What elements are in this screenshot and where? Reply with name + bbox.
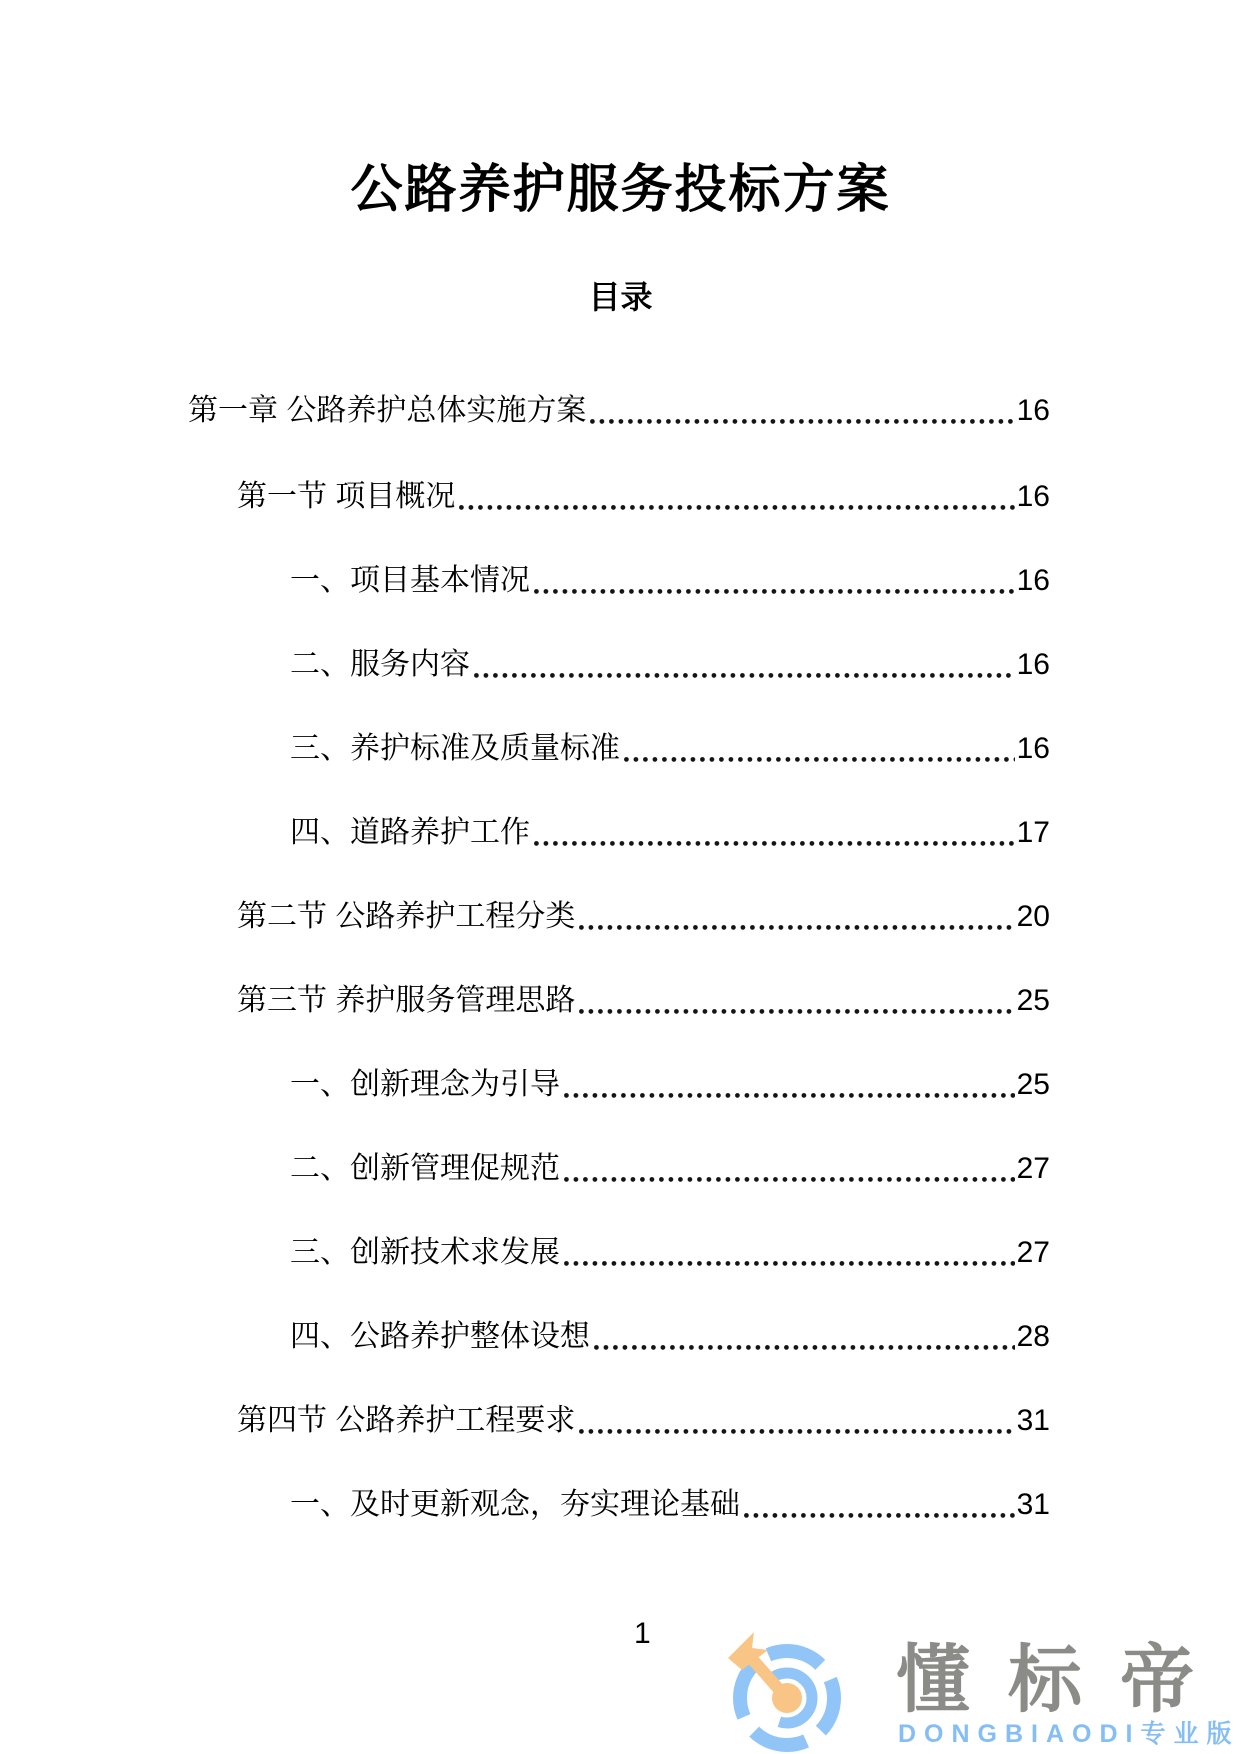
dot-leader xyxy=(564,1093,1015,1098)
toc-entry[interactable] xyxy=(188,392,1050,430)
toc-entry-label: 一、及时更新观念，夯实理论基础 xyxy=(290,1488,740,1521)
toc-entry[interactable] xyxy=(290,814,1050,852)
toc-entry[interactable] xyxy=(290,1066,1050,1104)
dot-leader xyxy=(459,505,1014,510)
toc-entry-label: 四、道路养护工作 xyxy=(290,816,530,849)
toc-entry-label: 一、创新理念为引导 xyxy=(290,1068,560,1101)
toc-entry[interactable] xyxy=(290,1486,1050,1524)
toc-entry-label: 二、服务内容 xyxy=(290,648,470,681)
page-title: 公路养护服务投标方案 xyxy=(350,161,891,219)
dot-leader xyxy=(744,1513,1015,1518)
toc-entry-page: 16 xyxy=(1016,648,1050,681)
dot-leader xyxy=(579,925,1014,930)
toc-entry-label: 三、创新技术求发展 xyxy=(290,1236,560,1269)
toc-entry-page: 31 xyxy=(1016,1404,1050,1437)
toc-entry-page: 27 xyxy=(1016,1152,1050,1185)
toc-entry-page: 27 xyxy=(1016,1236,1050,1269)
dot-leader xyxy=(624,757,1015,762)
toc-entry-page: 31 xyxy=(1016,1488,1050,1521)
toc-entry-page: 16 xyxy=(1016,394,1050,427)
toc-entry-label: 一、项目基本情况 xyxy=(290,564,530,597)
toc-entry-label: 第三节 养护服务管理思路 xyxy=(237,984,576,1017)
dot-leader xyxy=(594,1345,1015,1350)
toc-entry[interactable] xyxy=(290,1150,1050,1188)
dot-leader xyxy=(474,673,1015,678)
toc-entry-label: 四、公路养护整体设想 xyxy=(290,1320,590,1353)
toc-entry-page: 25 xyxy=(1016,984,1050,1017)
watermark-subtitle-text: DONGBIAODI专业版 xyxy=(898,1720,1240,1748)
toc-entry[interactable] xyxy=(290,562,1050,600)
dot-leader xyxy=(534,589,1015,594)
toc-entry-label: 二、创新管理促规范 xyxy=(290,1152,560,1185)
toc-entry-page: 16 xyxy=(1016,732,1050,765)
dot-leader xyxy=(590,419,1014,424)
toc-entry[interactable] xyxy=(237,478,1050,516)
dot-leader xyxy=(564,1177,1015,1182)
footer-page-number: 1 xyxy=(634,1617,651,1650)
toc-entry-page: 16 xyxy=(1016,480,1050,513)
toc-entry[interactable] xyxy=(290,1234,1050,1272)
toc-entry-page: 16 xyxy=(1016,564,1050,597)
toc-entry-label: 三、养护标准及质量标准 xyxy=(290,732,620,765)
toc-entry[interactable] xyxy=(290,730,1050,768)
toc-entry-page: 17 xyxy=(1016,816,1050,849)
toc-entry-page: 20 xyxy=(1016,900,1050,933)
dot-leader xyxy=(579,1429,1014,1434)
toc-entry-label: 第二节 公路养护工程分类 xyxy=(237,900,576,933)
toc-entry[interactable] xyxy=(290,646,1050,684)
target-dart-icon xyxy=(720,1626,846,1754)
dot-leader xyxy=(579,1009,1014,1014)
toc-entry[interactable] xyxy=(237,1402,1050,1440)
toc-entry-page: 25 xyxy=(1016,1068,1050,1101)
toc-entry[interactable] xyxy=(290,1318,1050,1356)
watermark xyxy=(718,1598,1241,1754)
toc-heading: 目录 xyxy=(588,279,653,315)
watermark-brand-text: 懂标帝 xyxy=(896,1638,1232,1721)
toc-entry[interactable] xyxy=(237,982,1050,1020)
toc-entry-label: 第一节 项目概况 xyxy=(237,480,456,513)
toc-entry[interactable] xyxy=(237,898,1050,936)
toc-entry-label: 第一章 公路养护总体实施方案 xyxy=(188,394,587,427)
toc-entry-page: 28 xyxy=(1016,1320,1050,1353)
dot-leader xyxy=(534,841,1015,846)
toc-entry-label: 第四节 公路养护工程要求 xyxy=(237,1404,576,1437)
dot-leader xyxy=(564,1261,1015,1266)
